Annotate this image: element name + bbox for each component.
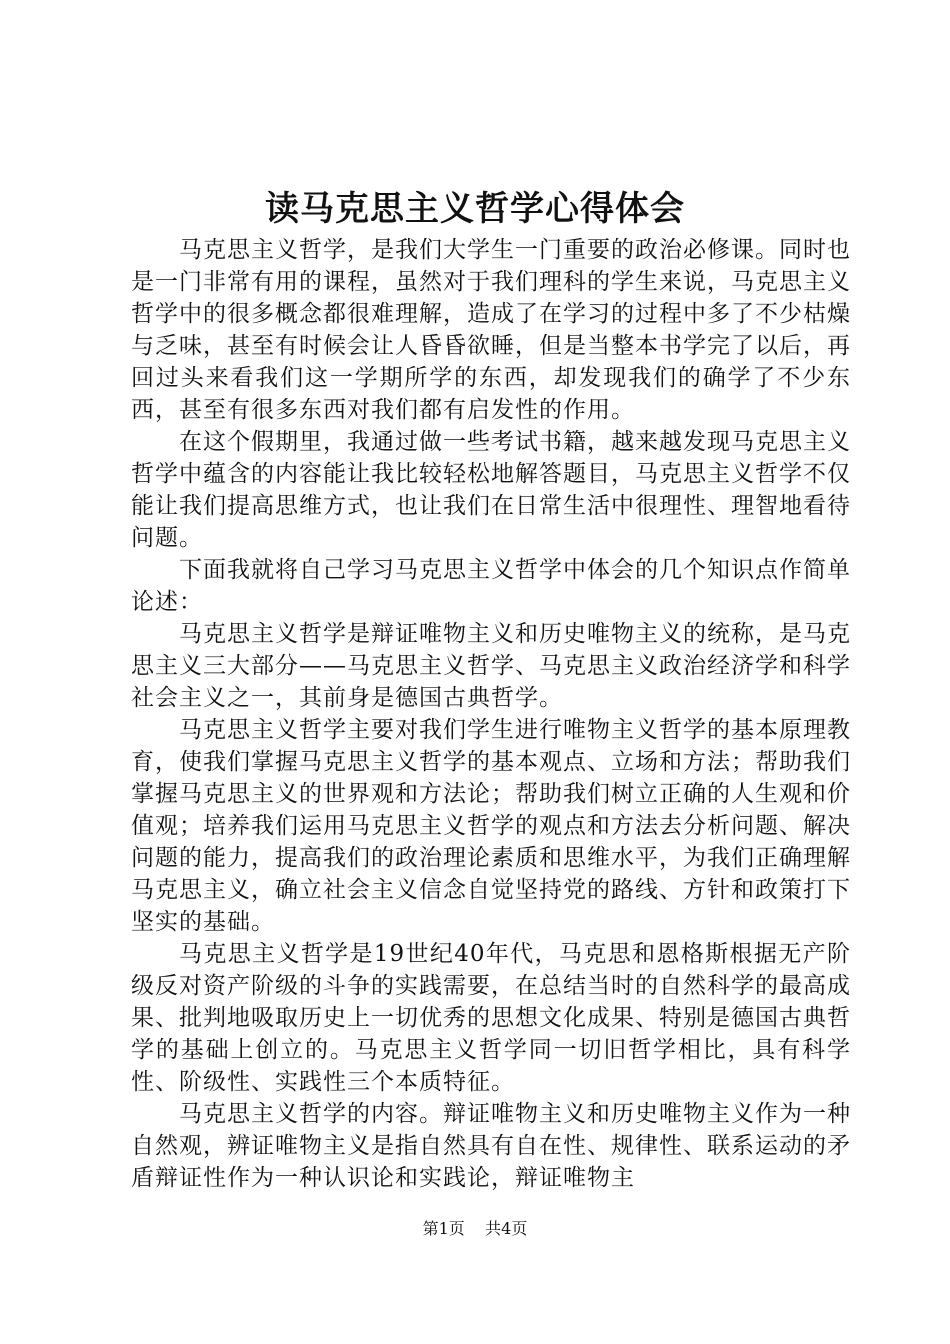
paragraph-4: 马克思主义哲学是辩证唯物主义和历史唯物主义的统称，是马克思主义三大部分——马克思主义哲学、马克思主义政治经济学和科学社会主义之一，其前身是德国古典哲学。 [131,621,851,711]
paragraph-3: 下面我就将自己学习马克思主义哲学中体会的几个知识点作简单论述： [131,557,851,615]
page-footer [0,1218,950,1240]
page-number: 第1页 [422,1219,465,1238]
document-body [131,234,851,1194]
paragraph-5: 马克思主义哲学主要对我们学生进行唯物主义哲学的基本原理教育，使我们掌握马克思主义哲学的基本观点、立场和方法；帮助我们掌握马克思主义的世界观和方法论；帮助我们树立正确的人生观和价值观；培养我们运用马克思主义哲学的观点和方法去分析问题、解决问题的能力，提高我们的政治理论素质和思维水平，为我们正确理解马克思主义，确立社会主义信念自觉坚持党的路线、方针和政策打下坚实的基础。 [131,717,851,935]
paragraph-1: 马克思主义哲学，是我们大学生一门重要的政治必修课。同时也是一门非常有用的课程，虽然对于我们理科的学生来说，马克思主义哲学中的很多概念都很难理解，造成了在学习的过程中多了不少枯燥与乏味，甚至有时候会让人昏昏欲睡，但是当整本书学完了以后，再回过头来看我们这一学期所学的东西，却发现我们的确学了不少东西，甚至有很多东西对我们都有启发性的作用。 [131,237,851,423]
paragraph-6: 马克思主义哲学是19世纪40年代，马克思和恩格斯根据无产阶级反对资产阶级的斗争的实践需要，在总结当时的自然科学的最高成果、批判地吸取历史上一切优秀的思想文化成果、特别是德国古典哲学的基础上创立的。马克思主义哲学同一切旧哲学相比，具有科学性、阶级性、实践性三个本质特征。 [131,941,851,1095]
page-total: 共4页 [485,1219,528,1238]
paragraph-7: 马克思主义哲学的内容。辩证唯物主义和历史唯物主义作为一种自然观，辨证唯物主义是指自然具有自在性、规律性、联系运动的矛盾辩证性作为一种认识论和实践论，辩证唯物主 [131,1101,851,1191]
document-title: 读马克思主义哲学心得体会 [265,189,685,229]
footer-spacer [470,1219,480,1238]
paragraph-2: 在这个假期里，我通过做一些考试书籍，越来越发现马克思主义哲学中蕴含的内容能让我比较轻松地解答题目，马克思主义哲学不仅能让我们提高思维方式，也让我们在日常生活中很理性、理智地看待问题。 [131,429,851,551]
